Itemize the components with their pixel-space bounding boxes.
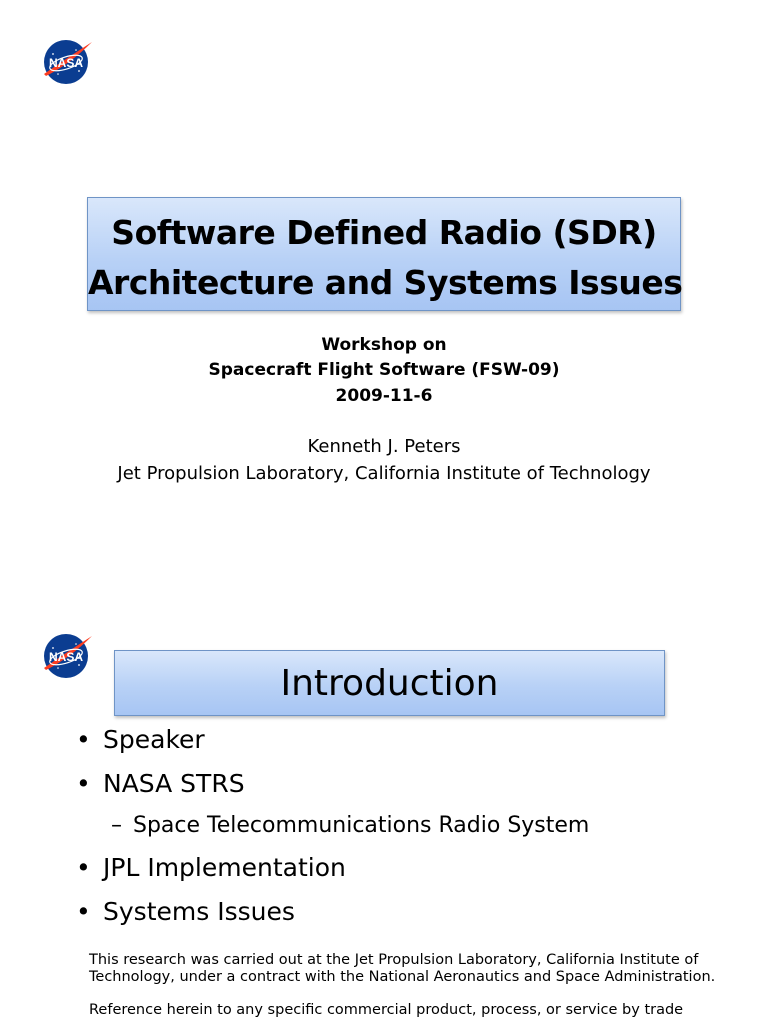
workshop-name: Spacecraft Flight Software (FSW-09) <box>208 360 560 380</box>
bullet-text: NASA STRS <box>103 769 245 798</box>
list-item <box>74 890 754 934</box>
bullet-text: Speaker <box>103 725 205 754</box>
svg-text:NASA: NASA <box>48 650 84 664</box>
workshop-label: Workshop on <box>321 335 447 355</box>
footnote-reference: Reference herein to any specific commercial product, process, or service by trade <box>89 1002 684 1018</box>
slide2-title: Introduction <box>280 663 499 704</box>
bullet-marker: • <box>76 853 91 882</box>
bullet-text: JPL Implementation <box>103 853 346 882</box>
list-item <box>74 718 754 762</box>
nasa-logo-icon <box>40 632 94 678</box>
nasa-logo-icon <box>40 38 94 84</box>
slide1-title-line1: Software Defined Radio (SDR) <box>111 213 657 252</box>
slide1-title-line2: Architecture and Systems Issues <box>88 263 683 302</box>
sub-bullet-text: Space Telecommunications Radio System <box>133 813 590 838</box>
bullet-text: Systems Issues <box>103 897 295 926</box>
workshop-date: 2009-11-6 <box>335 386 433 406</box>
list-item <box>74 846 754 890</box>
slide1-title-box <box>87 197 681 311</box>
bullet-list <box>74 718 754 934</box>
bullet-marker: • <box>76 725 91 754</box>
footnote-research: This research was carried out at the Jet Propulsion Laboratory, California Institute of Technology, under a contract with the National Aeronautics and Space Administration. <box>89 952 716 985</box>
author-affiliation: Jet Propulsion Laboratory, California Institute of Technology <box>117 463 651 484</box>
slide2-title-box <box>114 650 665 716</box>
sub-bullet-marker: – <box>111 813 122 838</box>
svg-text:NASA: NASA <box>48 56 84 70</box>
list-item <box>74 762 754 806</box>
author-name: Kenneth J. Peters <box>307 436 461 457</box>
bullet-marker: • <box>76 897 91 926</box>
list-subitem <box>74 806 754 846</box>
bullet-marker: • <box>76 769 91 798</box>
